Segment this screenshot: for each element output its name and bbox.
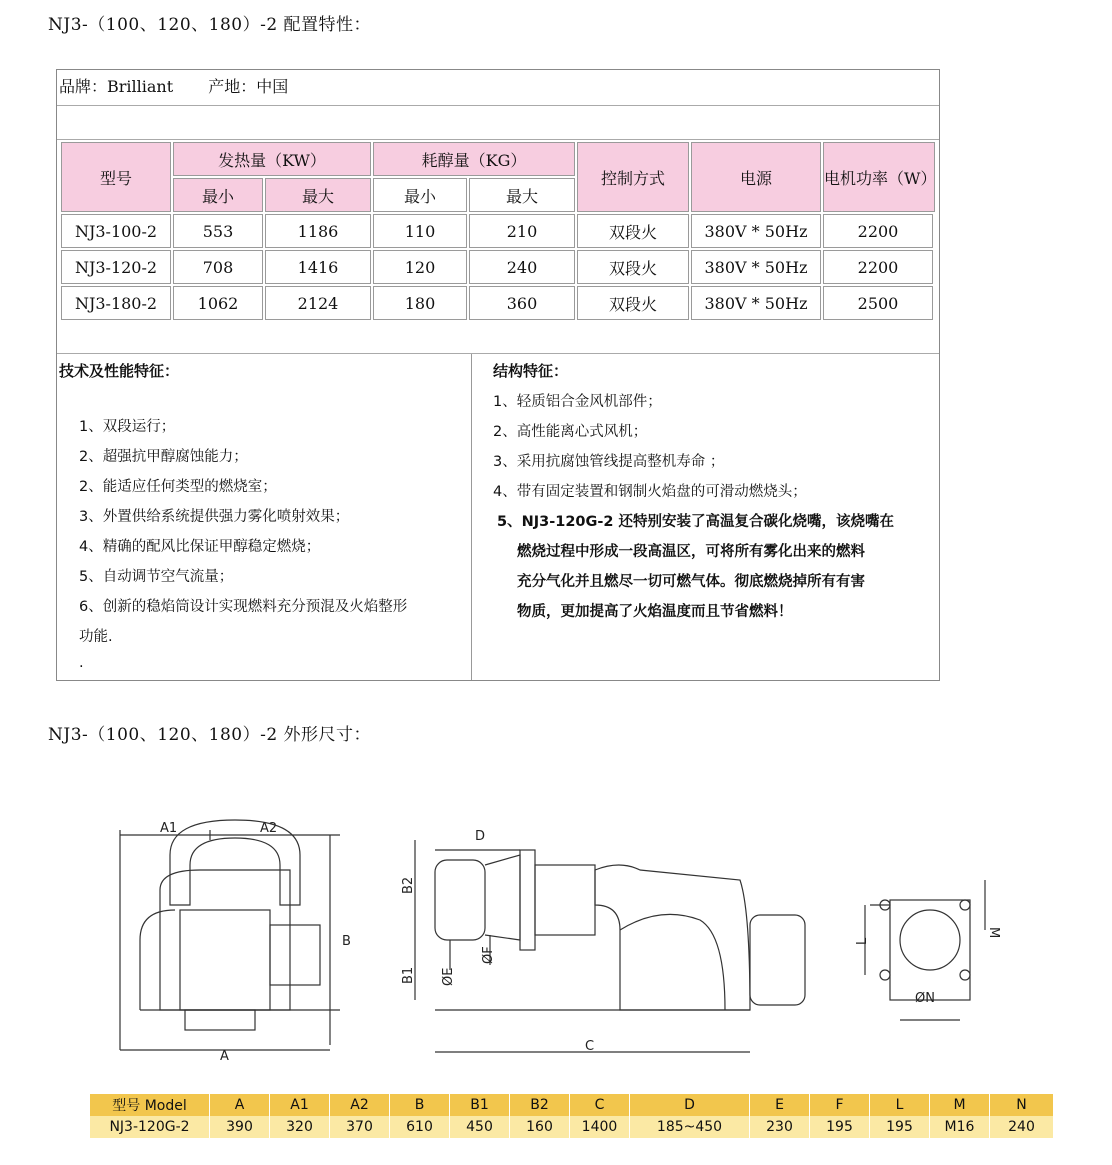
- feature-divider: [471, 354, 472, 680]
- table-cell: 553: [173, 214, 263, 248]
- structure-title: 结构特征：: [493, 362, 569, 380]
- spec-box: [56, 69, 940, 681]
- dim-value: 320: [270, 1116, 330, 1138]
- tech-item: 3、外置供给系统提供强力雾化喷射效果；: [79, 509, 350, 525]
- tech-item: 1、双段运行；: [79, 419, 176, 435]
- table-cell: NJ3-180-2: [61, 286, 171, 320]
- table-cell: 1062: [173, 286, 263, 320]
- dim-value: 230: [750, 1116, 810, 1138]
- origin-label: 产地：中国: [208, 77, 289, 96]
- label-d: D: [475, 829, 486, 844]
- tech-item: 5、自动调节空气流量；: [79, 569, 234, 585]
- dim-header: B2: [510, 1094, 570, 1116]
- table-cell: 2200: [823, 250, 933, 284]
- label-b1: B1: [401, 966, 416, 984]
- label-n: ØN: [915, 991, 935, 1006]
- dim-header: N: [990, 1094, 1054, 1116]
- dim-value: 195: [810, 1116, 870, 1138]
- tech-item: 功能.: [79, 629, 113, 645]
- dimension-table: [90, 1094, 1054, 1138]
- tech-item: 6、创新的稳焰筒设计实现燃料充分预混及火焰整形: [79, 599, 408, 615]
- label-a2: A2: [260, 821, 278, 836]
- label-f: ØF: [481, 946, 496, 964]
- dim-header: 型号 Model: [90, 1094, 210, 1116]
- label-e: ØE: [441, 967, 456, 986]
- table-cell: NJ3-100-2: [61, 214, 171, 248]
- dim-value: 160: [510, 1116, 570, 1138]
- label-m: M: [986, 927, 1001, 939]
- dim-value: 610: [390, 1116, 450, 1138]
- table-cell: 110: [373, 214, 467, 248]
- label-b2: B2: [401, 876, 416, 894]
- table-cell: 360: [469, 286, 575, 320]
- dim-header: D: [630, 1094, 750, 1116]
- header-heat-max: 最大: [265, 178, 371, 212]
- structure-item: 1、轻质铝合金风机部件；: [493, 394, 662, 410]
- table-cell: 380V * 50Hz: [691, 250, 821, 284]
- side-view: [415, 840, 805, 1052]
- table-cell: 双段火: [577, 214, 689, 248]
- brand-line: [59, 74, 318, 97]
- table-cell: 708: [173, 250, 263, 284]
- dim-header: A1: [270, 1094, 330, 1116]
- tech-item: 4、精确的配风比保证甲醇稳定燃烧；: [79, 539, 321, 555]
- label-a1: A1: [160, 821, 178, 836]
- header-control: 控制方式: [577, 142, 689, 212]
- header-fuel: 耗醇量（KG）: [373, 142, 575, 176]
- structure-item: 4、带有固定装置和钢制火焰盘的可滑动燃烧头；: [493, 484, 807, 500]
- dim-header: M: [930, 1094, 990, 1116]
- dim-value: 195: [870, 1116, 930, 1138]
- table-cell: 双段火: [577, 286, 689, 320]
- table-cell: NJ3-120-2: [61, 250, 171, 284]
- dim-header: A: [210, 1094, 270, 1116]
- table-cell: 2124: [265, 286, 371, 320]
- dim-header: L: [870, 1094, 930, 1116]
- front-view: [120, 820, 340, 1050]
- structure-item: 3、采用抗腐蚀管线提高整机寿命 ；: [493, 454, 725, 470]
- table-cell: 380V * 50Hz: [691, 286, 821, 320]
- dim-header: B: [390, 1094, 450, 1116]
- label-b: B: [342, 934, 351, 949]
- structure-highlight-line: 燃烧过程中形成一段高温区，可将所有雾化出来的燃料: [517, 544, 865, 560]
- dim-value: M16: [930, 1116, 990, 1138]
- header-power: 电源: [691, 142, 821, 212]
- dim-header: F: [810, 1094, 870, 1116]
- dim-header: C: [570, 1094, 630, 1116]
- config-heading: NJ3-（100、120、180）-2 配置特性：: [48, 15, 372, 35]
- header-fuel-max: 最大: [469, 178, 575, 212]
- dim-value: 390: [210, 1116, 270, 1138]
- table-cell: 240: [469, 250, 575, 284]
- tech-item: 2、超强抗甲醇腐蚀能力；: [79, 449, 248, 465]
- tech-item: .: [79, 655, 84, 671]
- dim-header: E: [750, 1094, 810, 1116]
- dimension-drawing: [100, 810, 1060, 1070]
- dim-value: NJ3-120G-2: [90, 1116, 210, 1138]
- structure-highlight-line: 5、NJ3-120G-2 还特别安装了高温复合碳化烧嘴，该烧嘴在: [497, 514, 895, 530]
- spec-table: [61, 142, 935, 326]
- table-cell: 双段火: [577, 250, 689, 284]
- table-cell: 1186: [265, 214, 371, 248]
- label-l: L: [855, 937, 870, 945]
- label-a: A: [220, 1049, 229, 1064]
- dimension-heading: NJ3-（100、120、180）-2 外形尺寸：: [48, 725, 372, 745]
- dim-value: 240: [990, 1116, 1054, 1138]
- table-cell: 2200: [823, 214, 933, 248]
- header-heat-min: 最小: [173, 178, 263, 212]
- header-fuel-min: 最小: [373, 178, 467, 212]
- tech-title: 技术及性能特征：: [59, 362, 180, 380]
- brand-label: 品牌：Brilliant: [59, 77, 174, 96]
- dim-value: 450: [450, 1116, 510, 1138]
- table-cell: 2500: [823, 286, 933, 320]
- header-model: 型号: [61, 142, 171, 212]
- dim-value: 1400: [570, 1116, 630, 1138]
- structure-highlight-line: 充分气化并且燃尽一切可燃气体。彻底燃烧掉所有有害: [517, 574, 865, 590]
- dim-header: B1: [450, 1094, 510, 1116]
- header-motor: 电机功率（W）: [823, 142, 935, 212]
- table-cell: 380V * 50Hz: [691, 214, 821, 248]
- table-cell: 210: [469, 214, 575, 248]
- structure-highlight-line: 物质，更加提高了火焰温度而且节省燃料！: [517, 604, 793, 620]
- header-heat: 发热量（KW）: [173, 142, 371, 176]
- table-cell: 120: [373, 250, 467, 284]
- table-cell: 1416: [265, 250, 371, 284]
- dim-header: A2: [330, 1094, 390, 1116]
- tech-item: 2、能适应任何类型的燃烧室；: [79, 479, 277, 495]
- dim-value: 370: [330, 1116, 390, 1138]
- structure-item: 2、高性能离心式风机；: [493, 424, 648, 440]
- dim-value: 185~450: [630, 1116, 750, 1138]
- table-cell: 180: [373, 286, 467, 320]
- label-c: C: [585, 1039, 595, 1054]
